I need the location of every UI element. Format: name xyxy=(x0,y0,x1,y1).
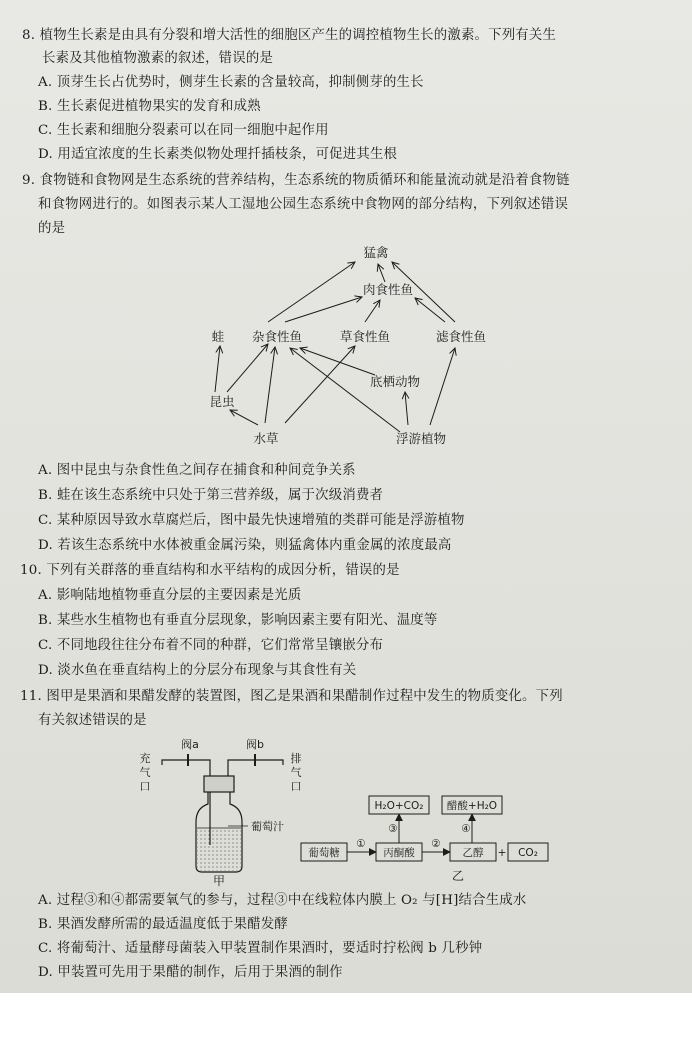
valve-a-label: 阀a xyxy=(181,738,199,751)
q8-option-a: A. 顶芽生长占优势时，侧芽生长素的含量较高，抑制侧芽的生长 xyxy=(38,75,424,90)
node-insect: 昆虫 xyxy=(209,394,235,409)
q9-option-a: A. 图中昆虫与杂食性鱼之间存在捕食和种间竞争关系 xyxy=(38,463,356,478)
q11-option-d: D. 甲装置可先用于果醋的制作，后用于果酒的制作 xyxy=(38,965,343,980)
q8-option-d: D. 用适宜浓度的生长素类似物处理扦插枝条，可促进其生根 xyxy=(38,147,398,162)
q9-stem-line2: 和食物网进行的。如图表示某人工湿地公园生态系统中食物网的部分结构，下列叙述错误 xyxy=(38,197,569,212)
q8-option-b: B. 生长素促进植物果实的发育和成熟 xyxy=(38,99,261,114)
outlet-label-3: 口 xyxy=(290,780,302,793)
node-phytoplankton: 浮游植物 xyxy=(395,431,447,446)
arrow-plankton-omnifish xyxy=(290,348,400,432)
step1-marker: ① xyxy=(356,838,366,850)
arrow-weed-herbfish xyxy=(285,346,355,423)
q10-stem: 10. 下列有关群落的垂直结构和水平结构的成因分析，错误的是 xyxy=(20,563,400,578)
arrow-carnfish-raptor xyxy=(378,264,385,282)
arrow-benthic-omnifish xyxy=(300,348,375,375)
arrow-insect-omnifish xyxy=(227,344,268,392)
fermentation-diagram xyxy=(0,730,692,890)
q11-stem-line2: 有关叙述错误的是 xyxy=(38,713,147,728)
step2-marker: ② xyxy=(431,838,441,850)
q9-option-c: C. 某种原因导致水草腐烂后，图中最先快速增殖的类群可能是浮游植物 xyxy=(38,513,465,528)
q8-option-c: C. 生长素和细胞分裂素可以在同一细胞中起作用 xyxy=(38,123,329,138)
q8-stem-line2: 长素及其他植物激素的叙述，错误的是 xyxy=(42,51,274,66)
node-filter-feeding-fish: 滤食性鱼 xyxy=(435,329,487,344)
arrow-omnifish-carnfish xyxy=(285,297,362,322)
arrow-herbfish-carnfish xyxy=(365,300,380,322)
pyruvate-label: 丙酮酸 xyxy=(383,847,415,859)
q10-option-d: D. 淡水鱼在垂直结构上的分层分布现象与其食性有关 xyxy=(38,663,357,678)
arrow-filterfish-carnfish xyxy=(415,298,445,322)
q8-stem-line1: 8. 植物生长素是由具有分裂和增大活性的细胞区产生的调控植物生长的激素。下列有关生 xyxy=(22,28,557,43)
q11-option-a: A. 过程③和④都需要氧气的参与，过程③中在线粒体内膜上 O₂ 与[H]结合生成水 xyxy=(38,893,527,908)
inlet-label-2: 气 xyxy=(139,766,151,779)
arrow-weed-omnifish xyxy=(265,347,275,423)
node-frog: 蛙 xyxy=(211,329,225,344)
q11-stem-line1: 11. 图甲是果酒和果醋发酵的装置图，图乙是果酒和果醋制作过程中发生的物质变化。下列 xyxy=(20,689,563,704)
node-herbivorous-fish: 草食性鱼 xyxy=(339,329,391,344)
arrow-insect-frog xyxy=(215,346,220,392)
node-water-weed: 水草 xyxy=(253,431,279,446)
outlet-label-1: 排 xyxy=(290,752,302,765)
arrow-weed-insect xyxy=(230,410,258,425)
outlet-label-2: 气 xyxy=(290,766,302,779)
figure-jia-label: 甲 xyxy=(212,874,226,888)
acetic-acid-label: 醋酸+H₂O xyxy=(446,800,498,812)
q10-option-c: C. 不同地段往往分布着不同的种群，它们常常呈镶嵌分布 xyxy=(38,638,384,653)
node-benthic-animals: 底栖动物 xyxy=(369,374,421,389)
bottle-stopper xyxy=(204,776,234,792)
q10-option-b: B. 某些水生植物也有垂直分层现象，影响因素主要有阳光、温度等 xyxy=(38,613,438,628)
q9-stem-line3: 的是 xyxy=(38,221,66,236)
q9-option-d: D. 若该生态系统中水体被重金属污染，则猛禽体内重金属的浓度最高 xyxy=(38,538,452,553)
step4-marker: ④ xyxy=(461,823,471,835)
inlet-label-3: 口 xyxy=(139,780,151,793)
arrow-plankton-benthic xyxy=(405,392,408,425)
node-carnivorous-fish: 肉食性鱼 xyxy=(362,282,414,297)
glucose-label: 葡萄糖 xyxy=(308,847,340,859)
q11-option-c: C. 将葡萄汁、适量酵母菌装入甲装置制作果酒时，要适时拧松阀 b 几秒钟 xyxy=(38,941,483,956)
node-omnivorous-fish: 杂食性鱼 xyxy=(251,329,303,344)
figure-yi-label: 乙 xyxy=(451,869,465,883)
arrow-plankton-filterfish xyxy=(430,348,455,425)
food-web-diagram xyxy=(0,0,692,470)
juice-fill xyxy=(197,828,241,871)
plus-sign: + xyxy=(497,847,507,859)
step3-marker: ③ xyxy=(388,823,398,835)
co2-label: CO₂ xyxy=(518,847,538,859)
juice-label: 葡萄汁 xyxy=(251,820,284,833)
q11-option-b: B. 果酒发酵所需的最适温度低于果醋发酵 xyxy=(38,917,288,932)
q10-option-a: A. 影响陆地植物垂直分层的主要因素是光质 xyxy=(38,588,302,603)
q9-stem-line1: 9. 食物链和食物网是生态系统的营养结构，生态系统的物质循环和能量流动就是沿着食物链 xyxy=(22,173,570,188)
ethanol-label: 乙醇 xyxy=(462,847,484,859)
h2o-co2-label: H₂O+CO₂ xyxy=(374,800,424,812)
inlet-label-1: 充 xyxy=(139,752,151,765)
node-raptor: 猛禽 xyxy=(363,245,389,260)
fermentation-apparatus xyxy=(162,754,283,872)
valve-b-label: 阀b xyxy=(246,738,264,751)
q9-option-b: B. 蛙在该生态系统中只处于第三营养级，属于次级消费者 xyxy=(38,488,384,503)
